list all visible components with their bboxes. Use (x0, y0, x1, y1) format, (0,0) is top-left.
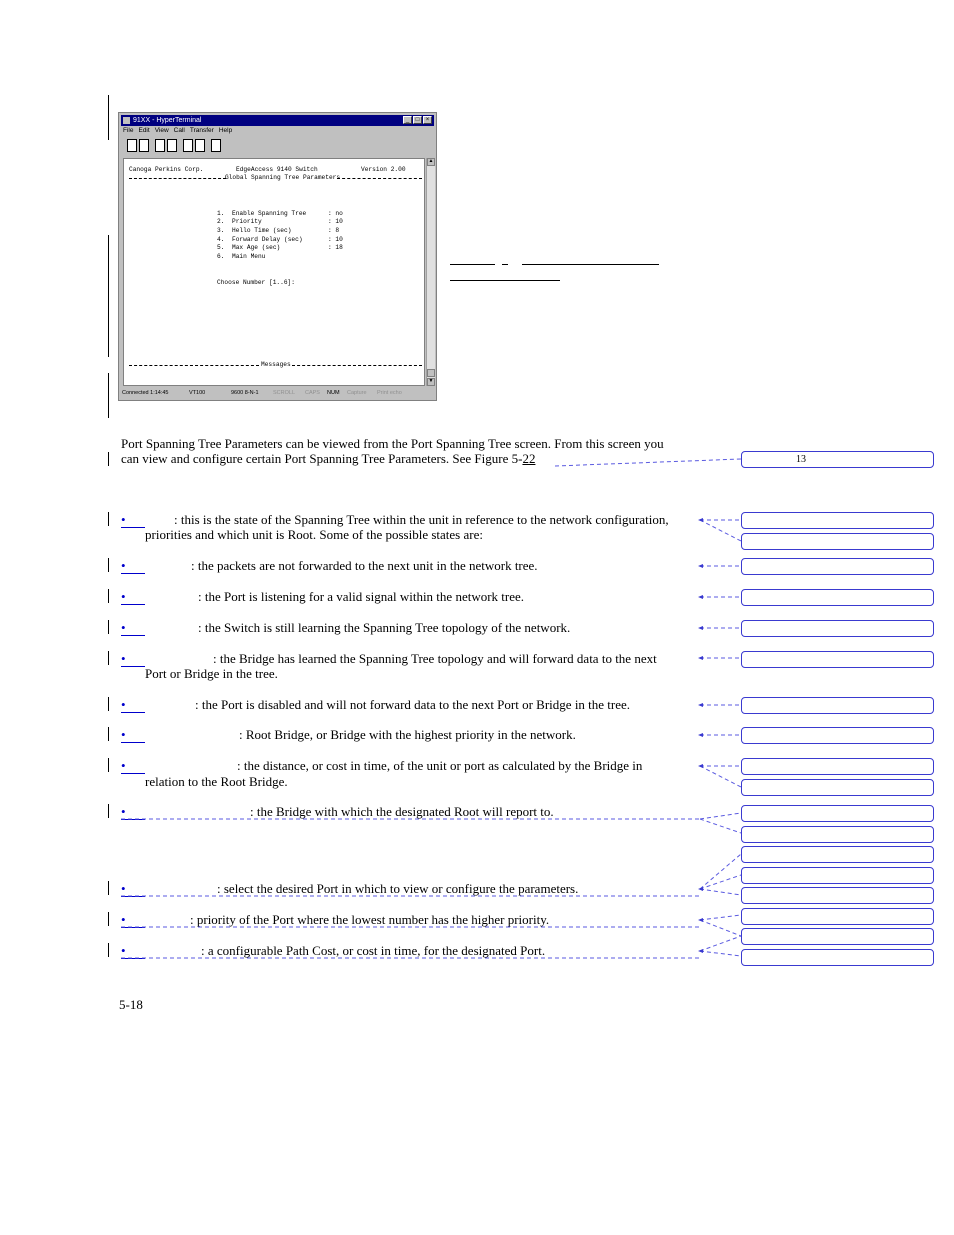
comment-box[interactable] (741, 533, 934, 550)
bullet-marker: • (121, 697, 145, 713)
bullet-text: : the Port is disabled and will not forward data to the next Port or Bridge in the tree. (195, 697, 631, 712)
comment-box[interactable] (741, 512, 934, 529)
menu-file[interactable]: File (123, 127, 134, 134)
bullet-text: : the distance, or cost in time, of the unit or port as calculated by the Bridge in (237, 758, 643, 773)
menu-item-number: 2. (217, 218, 225, 225)
scroll-up-icon[interactable]: ▲ (428, 159, 434, 164)
bullet-text: : Root Bridge, or Bridge with the highest priority in the network. (239, 727, 576, 742)
comment-box[interactable] (741, 589, 934, 606)
menu-edit[interactable]: Edit (138, 127, 150, 134)
bullet-text: : this is the state of the Spanning Tree within the unit in reference to the network configuration, (174, 512, 669, 527)
bullet-marker: • (121, 881, 145, 897)
menu-item-value: : 10 (328, 236, 343, 243)
close-icon[interactable]: × (423, 116, 432, 124)
bullet-marker: • (121, 558, 145, 574)
status-num: NUM (327, 390, 340, 396)
comment-box[interactable] (741, 908, 934, 925)
bullet-marker: • (121, 943, 145, 959)
menu-item-value: : 10 (328, 218, 343, 225)
menu-item-label: Enable Spanning Tree (232, 210, 307, 217)
bullet-text: : the Bridge has learned the Spanning Tree topology and will forward data to the next (213, 651, 657, 666)
status-scroll: SCROLL (273, 390, 296, 396)
intro-line-1: Port Spanning Tree Parameters can be viewed from the Port Spanning Tree screen. From this screen you (121, 436, 664, 451)
menu-item-label: Hello Time (sec) (232, 227, 292, 234)
bullet-marker: • (121, 804, 145, 820)
bullet-marker: • (121, 912, 145, 928)
header-right: Version 2.00 (361, 166, 406, 173)
menu-call[interactable]: Call (173, 127, 185, 134)
header-mid: EdgeAccess 9140 Switch (236, 166, 318, 173)
menu-item-value: : no (328, 210, 343, 217)
screen-title: Global Spanning Tree Parameters (225, 174, 341, 181)
status-caps: CAPS (305, 390, 320, 396)
bullet-marker: • (121, 620, 145, 636)
menu-item-number: 4. (217, 236, 225, 243)
comment-box[interactable] (741, 558, 934, 575)
bullet-text: : the Bridge with which the designated Root will report to. (250, 804, 554, 819)
bullet-marker: • (121, 512, 145, 528)
comment-box[interactable] (741, 887, 934, 904)
scroll-down-icon[interactable]: ▼ (428, 379, 434, 384)
comment-box[interactable] (741, 727, 934, 744)
comment-box[interactable] (741, 620, 934, 637)
status-emulation: VT100 (189, 390, 206, 396)
menu-item-number: 5. (217, 244, 225, 251)
figure-reference[interactable]: 22 (522, 451, 536, 466)
prompt: Choose Number [1..6]: (217, 279, 295, 286)
comment-box[interactable] (741, 928, 934, 945)
comment-box[interactable] (741, 949, 934, 966)
intro-text: can view and configure certain Port Spanning Tree Parameters. See Figure 5- (121, 451, 523, 466)
bullet-text: : the packets are not forwarded to the next unit in the network tree. (191, 558, 538, 573)
menu-item-number: 3. (217, 227, 225, 234)
menu-help[interactable]: Help (218, 127, 233, 134)
bullet-marker: • (121, 589, 145, 605)
comment-box[interactable] (741, 805, 934, 822)
bullet-marker: • (121, 758, 145, 774)
menu-item-label: Forward Delay (sec) (232, 236, 303, 243)
bullet-marker: • (121, 727, 145, 743)
status-settings: 9600 8-N-1 (231, 390, 259, 396)
status-capture: Capture (347, 390, 367, 396)
comment-box[interactable] (741, 867, 934, 884)
menu-item-value: : 18 (328, 244, 343, 251)
status-print: Print echo (377, 390, 402, 396)
bullet-text: : the Switch is still learning the Spanning Tree topology of the network. (198, 620, 571, 635)
menu-item-label: Main Menu (232, 253, 266, 260)
bullet-text-cont: priorities and which unit is Root. Some of the possible states are: (145, 527, 483, 542)
comment-box[interactable] (741, 758, 934, 775)
minimize-icon[interactable]: _ (403, 116, 412, 124)
comment-box[interactable] (741, 779, 934, 796)
menu-item-number: 6. (217, 253, 225, 260)
comment-box[interactable] (741, 826, 934, 843)
comment-number: 13 (796, 454, 806, 465)
page-number: 5-18 (119, 997, 143, 1012)
comment-box[interactable] (741, 451, 934, 468)
menu-view[interactable]: View (154, 127, 169, 134)
window-title: 91XX - HyperTerminal (133, 117, 202, 124)
menu-item-label: Max Age (sec) (232, 244, 281, 251)
header-left: Canoga Perkins Corp. (129, 166, 204, 173)
bullet-text-cont: relation to the Root Bridge. (145, 774, 288, 789)
bullet-text: : select the desired Port in which to view or configure the parameters. (217, 881, 579, 896)
bullet-text: : a configurable Path Cost, or cost in time, for the designated Port. (201, 943, 546, 958)
menu-item-value: : 8 (328, 227, 340, 234)
menu-item-number: 1. (217, 210, 225, 217)
maximize-icon[interactable]: □ (413, 116, 422, 124)
bullet-text-cont: Port or Bridge in the tree. (145, 666, 278, 681)
bullet-marker: • (121, 651, 145, 667)
messages-label: Messages (261, 361, 291, 368)
menu-item-label: Priority (232, 218, 262, 225)
menu-transfer[interactable]: Transfer (189, 127, 214, 134)
status-connected: Connected 1:14:45 (122, 390, 169, 396)
bullet-text: : the Port is listening for a valid signal within the network tree. (198, 589, 525, 604)
comment-box[interactable] (741, 651, 934, 668)
comment-box[interactable] (741, 697, 934, 714)
comment-box[interactable] (741, 846, 934, 863)
bullet-text: : priority of the Port where the lowest number has the higher priority. (190, 912, 550, 927)
